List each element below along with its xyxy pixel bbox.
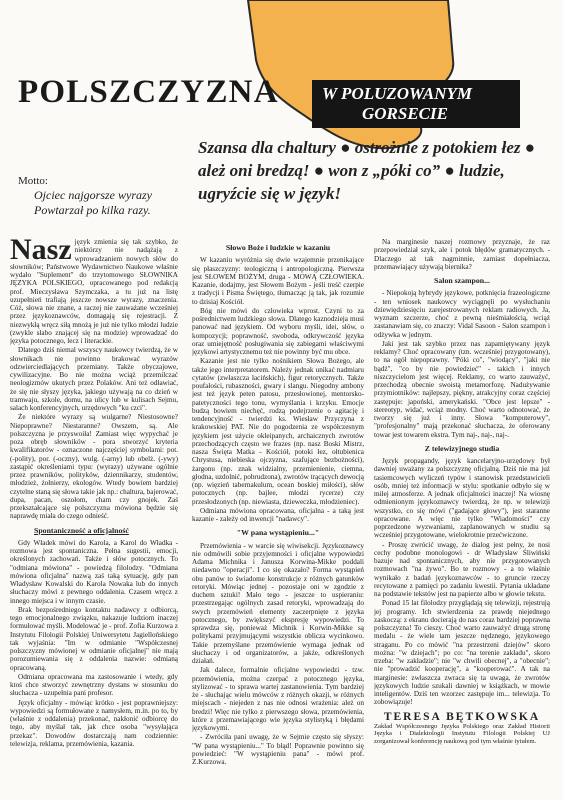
paragraph: Że niektóre wyrazy są wulgarne? Niestosowne? Niepoprawne? Niestaranne? Owszem, są. Ale polszczyzna je przyswoiła! Zamiast więc wypychać je poza obręb słowników - pora stworzyć kryteria kwalifikatorów - oznaczone najczęściej symbolami: pot. (-polity), por. (-oczny), wulg. (-arny) lub obelż. (-ywy) zastąpić określeniami typu: (wyrazy) używane ogólnie przez prawników, polityków, dziennikarzy, studentów, młodzież, żołnierzy, ekologów. Wtedy bowiem bardziej czytelne staną się słowa takie jak np.: chaltura, bajerować, dupa, pacan, oszołom, cham czy gnojek. Zaś przekształcające się polszczyzna mówiona będzie się naprawdę miała do czego odnieść. <box>10 413 178 521</box>
ribbon-line-2: GORSECIE <box>362 104 448 123</box>
section-heading: Salon szampon... <box>434 276 490 285</box>
paragraph: Odmiana opracowana ma zastosowanie i wtedy, gdy ktoś chce stworzyć zewnętrzny dystans w stosunku do słuchacza - uzupełnia pani profesor. <box>10 672 178 698</box>
bullet-icon: ● <box>313 161 324 180</box>
paragraph: - Zwróciła pani uwagę, że w Sejmie często się słyszy: "W pana wystąpieniu..." To błąd! Poprawnie powinno się powiedzieć: "W wystąpieniu pana" - mówi prof. Z.Kurzowa. <box>192 733 364 766</box>
article-column-1 <box>10 238 178 798</box>
section-heading: Spontaniczność a oficjalność <box>34 525 129 535</box>
paragraph <box>10 238 178 345</box>
ribbon-line-1: W POLUZOWANYM <box>322 84 473 103</box>
paragraph: Przemówienia - w warcie się wiwisekcji. Językoznawcy nie odmówili sobie przyjemności i oficjalne wypowiedzi Adama Michnika i Janusza Korwina-Mikke poddali niedawno "operacji". I co się okazało? Forma wystąpień obu panów to świadome konstrukcje z różnych gatunków retoryki. Mówiąc jednej - pozostaje oni w zgodzie z duchem sztuki! Mało tego - jeszcze to uspieraniu: przestrzegając ogólnych zasad retoryki, wprowadzają do swych przemówień elementy zaczerpnięte z języka potocznego, by zwiększyć ekspresję wypowiedzi. To sprawdza się, ponieważ Michnik i Korwin-Mikke są politykami przyjmującymi wszystkie oblicza wycinkowo. Takie przemyślane przemówienie wymaga jednak od słuchaczy i od organizatorów, a jakże, odkreślonych działań. <box>192 541 364 665</box>
paragraph: Na marginesie naszej rozmowy przyznaje, że raz przepowiedział szyk, ale i potok błędów gramatycznych. - Dlaczego aż tak nagminnie, zamiast dopełniacza, przemawiający używają biernika? <box>374 238 550 271</box>
headline-part-2: ostrożnie z potokiem łez <box>354 138 521 157</box>
section-heading: Z telewizyjnego studia <box>424 443 500 453</box>
header-area <box>0 0 563 217</box>
headline-part-3: ależ oni bredzą! <box>198 161 310 180</box>
paragraph: Brak bezpośredniego kontaktu nadawcy z odbiorcą, tego emocjonalnego związku, nakazuje ludziom inaczej formułować myśli. Modelować je - prof. Zofia Kurzowa z Instytutu Filologii Polskiej Uniwersytetu Jagiellońskiego tak wyjaśnia: "Im w odmianie "Współczesnej polszczyzny mówionej w odmianie oficjalnej" nie mają porozumiewania się z oddalenia nazwie: odmianą opracowaną. <box>10 605 178 672</box>
headline <box>198 136 558 205</box>
paragraph: Jak dalece, formalnie oficjalne wypowiedzi - tzw. przemówienia, można czerpać z potocznego języka, stylizować - to sprawa wartej zastanowienia. Tym bardziej że - słuchając wielu mówców z różnych okazji, w różnych miejscach - niejeden z nas nie odnosi wrażenia: ależ on bredzi! Więc nie tylko z pierwszego słowa, przemówienia, które z przemawiającego wie języka stylistyką i błędami językowymi. <box>192 666 364 732</box>
motto-line-1: Ojciec najgorsze wyrazy <box>34 188 152 202</box>
bullet-icon: ● <box>524 138 536 157</box>
paragraph: Jaki jest tak szybko przez nas zapamiętywany język reklamy? Choć opracowany (tzn. wcześniej przygotowany), to na ogół niepoprawny. "Póki co", "wiodący", "jaki nie bądź", "co by nie powiedzieć" - takich i innych niszczycielom jest więcej. Reklamy, co warto zauważyć, przechodzą obecnie swoistą metamorfozę. Nadużywanie przymiotników: najlepszy, piękny, atrakcyjny coraz częściej zastępuje: japoński, amerykański. "Obce jest lepsze" - stereotyp, widać, wciąż modny. Choć warto odnotować, że tworzy się już i inny. Słowa "komputerowy", "profesjonalny" mają przekonać słuchacza, że oferowany towar jest towarem ekstra. Tym naj-, naj-, naj-. <box>374 339 550 439</box>
paragraph: Odmiana mówiona opracowana, oficjalna - a taką jest kazanie - zależy od inwencji "nadawcy". <box>192 506 364 523</box>
paragraph: Kazanie jest nie tylko nośnikiem Słowa Bożego, ale także jego interpretatorem. Należy jednak unikać nadmiaru cytatów (zwłaszcza łacińskich), figur retorycznych. Także poufałości, rubaszności, gwary i slangu. Niegodny ambony jest też język peten patosu, przesłowionej, mentorsko-patetyczności tego tonu, wymyślania i krzyku. Emocje budzą bowiem niechęć, rodzą podejrzenie o agitację i tendencyjność - twierdzi ks. Wiesław Przyczyna z krakowskiej PAT. Nie do pogodzenia ze współczesnym językiem jest użycie okleipanych, archaicznych zwrotów przechodzących często we frazes (np. nasz Boski Mistrz, nasza Święta Matka - Kościół, potoki łez, ołtubienica Chrystusa, niebieska ojczyzna, szafujące bezbożności), żargonu (np. znak widzialny, przemienienie, ciemna, głodna, uzdolnić, pobrudzona), zwrotów trącących dewocją (np. więzień tabernakulum, ocean boskiej miłości), słów potocznych (np. bajlee, młodzi rycerze) czy przesłodzonych (np. niewiasta, dzieweczka, młodzieniec). <box>192 357 364 506</box>
paragraph: Dlatego dziś niemal wszyscy naukowcy twierdzą, że w słownikach nie powinno brakować wyrazów odzwierciedlających przemiany. Także obyczajowe, cywilizacyjne. Bo nie można wciąż przemilczać neologizmów ukutych przez Polaków. Ani też odławiać, że się nie słyszy języka, jakiego używają na co dzień w tramwaju, szkole, domu, na ulicy lub w kulisach Sejmu, salach konferencyjnych, urzędowych "ku czci". <box>10 346 178 412</box>
motto-label: Motto: <box>18 175 48 187</box>
article-column-3 <box>374 238 550 798</box>
paragraph: Język propagandy, język kancelaryjno-urzędowy był dawniej uważany za polszczyznę oficjalną. Dziś nie ma już tasiemcowych wyliczeń typów i stanowisk przedstawicieli osób, mniej też informacji w stylu: spotkanie odbyło się w miłej atmosferze. A jednak oficjalności inaczej! Na wiosnę odmienionym językoznawcy twierdzą, że np. w telewizji wszystko, co się mówi ("gadające głowy"), jest staranne opracowane. A więc nie tylko "Wiadomości" czy poprzedzone wyzwaniami, zaplanowanych w studiu są wcześniej przygotowane, wielokrotnie przećwiczone. <box>374 457 550 540</box>
paragraph: Bóg nie mówi do człowieka wprost. Czyni to za pośrednictwem ludzkiego słowa. Dlatego kaznodzieja musi panować nad językiem. Od wyboru myśli, idei, słów, o kompozycji; poprawność, swoboda, odkrywczość języka oraz umiejętność posługiwania się zabiegami właściwymi językowi artystycznemu też nie powinny być mu obce. <box>192 306 364 356</box>
motto-line-2: Powtarzał po kilka razy. <box>34 203 151 217</box>
paragraph: Gdy Władek mówi do Karola, a Karol do Władka - rozmowa jest spontaniczna. Pełna sugestii, emocji, określonych zachowań. Także i słów potocznych. To "odmiana mówiona" - powiedzą filolodzy. "Odmiana mówiona oficjalna" nazwą zaś taką sytuację, gdy pan Władysław Kowalski do Karola Nowaka lub do innych słuchaczy mówi z pewnego oddalenia. Czasem wręcz z innego miejsca i w innym czasie. <box>10 538 178 605</box>
paragraph: Ponad 15 lat filolodzy przyglądają się telewizji, rejestrują jej programy. Ich stwierdzenia za prawdę niejednego zaskoczą: z ekranu docierają do nas coraz bardziej poprawna polszczyzna! To cieszy. Choć warto zauważyć drugą stronę medalu - że wiele tam jeszcze nędznego, językowego straganu. Po co mówić "na przestrzeni dziejów" skoro można: "w dziejach"; po co: "na terenie zakładu", skoro trzeba: "w zakładzie"; nie "w chwili obecnej", a "obecnie"; nie "prowadzić kooperację", a "kooperować". A tak na marginesie: zwłaszcza zwraca się ta uwaga, że zwrotów językowych ludzie szukali dawniej w książkach, w mowie inteligentów. Dziś ten wzorzec zastępuje im... telewizja. To zobowiązuje! <box>374 599 550 707</box>
section-heading: "W pana wystąpieniu..." <box>236 528 320 538</box>
paragraph: W kazaniu wyróżnia się dwie wzajemnie przenikające się płaszczyzny: teologiczną i antropologiczną. Pierwsza jest SŁOWEM BOŻYM, druga - MOWĄ CZŁOWIEKA. Kazanie, dodajmy, jest Słowem Bożym - jeśli treść czerpie z tradycji i Pisma Świętego, tłumacząc ją tak, jak rozumie to dzisiaj Kościół. <box>192 256 364 306</box>
paragraph: - Proszę zwrócić uwagę, że dialog jest pełny, że nosi cechy podobne monologowi - dr Władysław Śliwiński bazuje nad spontanicznych, aby nie przygotowanych rozmowach "na żywo". Bo te rozmowy - a to właśnie wynikało z badań językoznawców - to gruncie rzeczy recytowane z pamięci po zadaniu kwestii. Pytania układane na podstawie tekstów jest na papierze albo w głowie tekstu. <box>374 540 550 598</box>
page-title: POLSZCZYZNA <box>18 74 279 110</box>
headline-part-4: won z „póki co” <box>328 161 441 180</box>
motto <box>18 174 198 218</box>
author-byline: TERESA BĘTKOWSKA <box>383 710 541 723</box>
footnote: Zakład Współczesnego Języka Polskiego oraz Zakład Historii Języka i Dialektologii Instytutu Filologii Polskiej UJ zorganizował konferencję naukową pod tym właśnie tytułem. <box>374 722 550 745</box>
bullet-icon: ● <box>444 161 455 180</box>
article-column-2 <box>192 238 364 798</box>
drop-cap-word: Nasz <box>10 238 72 266</box>
paragraph: - Niepokoją hybrydy językowe, potknięcia frazeologiczne - ten wniosek naukowcy wyciągnęli po wysłuchaniu dziewiędziesięciu zarejestrowanych reklam radiowych. Ja, wyznam szczerze, choć z pewną nieśmiałością, wciąż zastanawiam się, co znaczy: Vidal Sasoon - Salon szampon i odżywka w jednym. <box>374 289 550 339</box>
bullet-icon: ● <box>340 138 351 157</box>
headline-part-5: ludzie, ugryźcie się w język! <box>198 161 505 203</box>
paragraph-text: język zmienia się tak szybko, że niektórzy nie nadążają z wprowadzaniem nowych słów do słowników; Państwowe Wydawnictwo Naukowe właśnie wydało "Suplement" do trzytomowego SŁOWNIKA JĘZYKA POLSKIEGO, opracowanego pod redakcją prof. Mieczysława Szymczaka, a tu już na listę uzupełnień trafiają jeszcze nowsze wyrazy, znaczenia. Cóż, słowa nie znane, a raczej nie zauważane wcześniej przez językoznawców, domagają się rejestracji. Z niezwykłą wręcz siłą mnożą je już nie tylko młodzi ludzie (zwykle słabo znającej się na modzie) wprowadzać do języka potocznego, lecz i literackie. <box>10 238 178 345</box>
title-ribbon <box>312 80 520 128</box>
headline-part-1: Szansa dla chaltury <box>198 138 336 157</box>
paragraph: Język oficjalny - mówiąc krótko - jest poprawniejszy: wypowiedzi są formułowane z namysłem, m.in. po to, by (właśnie z oddalenia) przekonać, nakłonić odbiorcę do tego, aby myślał tak, jak chce osoba "wysyłająca przekaz". Dowodów dostarczają nam codziennie: telewizja, reklama, przemówienia, kazania. <box>10 698 178 748</box>
section-heading: Słowo Boże i ludzkie w kazaniu <box>225 243 331 252</box>
